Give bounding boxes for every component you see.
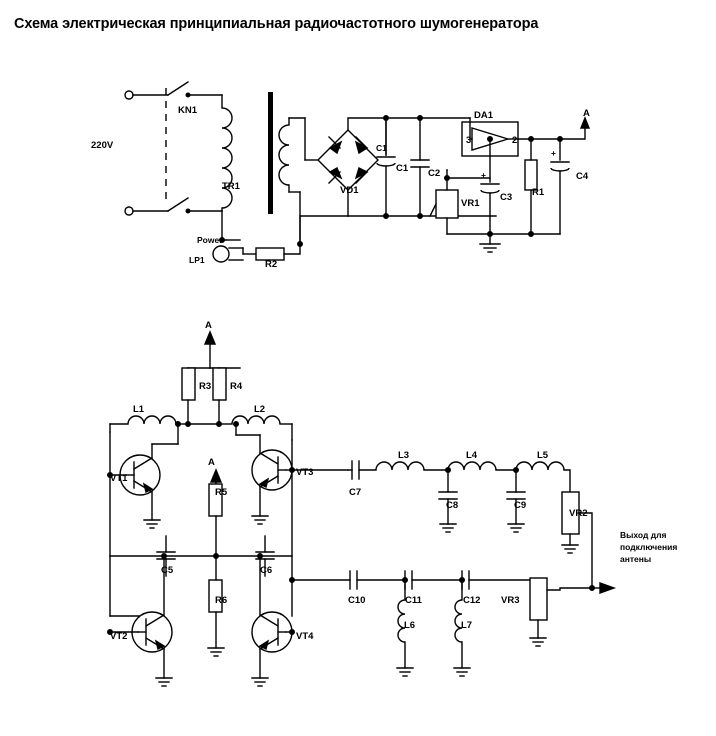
vr3-body: [530, 578, 547, 620]
label-l3: L3: [398, 450, 410, 461]
label-r5: R5: [215, 487, 228, 498]
label-c9: C9: [514, 500, 527, 511]
label-vr2: VR2: [569, 508, 588, 519]
l5-coil: [516, 462, 564, 470]
vr1-body: [436, 190, 458, 218]
label-vt4: VT4: [296, 631, 314, 642]
label-a-mid: A: [208, 457, 215, 468]
junction-dot: [418, 214, 423, 219]
junction-dot: [214, 554, 219, 559]
label-l4: L4: [466, 450, 478, 461]
label-r6: R6: [215, 595, 228, 606]
label-l2: L2: [254, 404, 266, 415]
label-c10: C10: [348, 595, 366, 606]
junction-dot: [258, 554, 263, 559]
junction-dot: [384, 214, 389, 219]
label-c3-plus: +: [481, 170, 486, 180]
label-c2: C2: [428, 168, 441, 179]
label-r3: R3: [199, 381, 212, 392]
junction-dot: [514, 468, 519, 473]
label-vt1: VT1: [110, 473, 128, 484]
junction-dot: [446, 468, 451, 473]
bridge-rectifier: [318, 130, 378, 190]
label-l6: L6: [404, 620, 416, 631]
r4-body: [213, 368, 226, 400]
label-vr1: VR1: [461, 198, 480, 209]
label-c5: C5: [161, 565, 174, 576]
label-r1: R1: [532, 187, 545, 198]
label-pin3: 3: [466, 135, 472, 146]
label-output-line1: Выход для: [620, 530, 667, 540]
label-a-out: A: [583, 108, 590, 119]
lp1-lamp: [213, 246, 229, 262]
l3-coil: [376, 462, 424, 470]
label-output-line2: подключения: [620, 542, 678, 552]
label-c4-plus: +: [551, 148, 556, 158]
label-a-top: A: [205, 320, 212, 331]
label-vt2: VT2: [110, 631, 128, 642]
label-c8: C8: [446, 500, 459, 511]
label-r2: R2: [265, 259, 278, 270]
junction-dot: [384, 116, 389, 121]
label-da1: DA1: [474, 110, 494, 121]
label-c11: C11: [405, 595, 422, 606]
junction-dot: [290, 468, 295, 473]
label-l5: L5: [537, 450, 549, 461]
junction-dot: [418, 116, 423, 121]
label-lp1: LP1: [189, 255, 205, 265]
label-c12: C12: [463, 595, 481, 606]
label-vr3: VR3: [501, 595, 520, 606]
page-title: Схема электрическая принципиальная радиочастотного шумогенератора: [14, 16, 539, 32]
r3-body: [182, 368, 195, 400]
junction-dot: [162, 554, 167, 559]
junction-dot: [558, 137, 563, 142]
junction-dot: [298, 242, 303, 247]
junction-dot: [460, 578, 465, 583]
junction-dot: [217, 422, 222, 427]
mains-terminal-bottom: [125, 207, 133, 215]
label-pin2: 2: [512, 135, 518, 146]
label-vd1: VD1: [340, 185, 359, 196]
l4-coil: [448, 462, 496, 470]
junction-dot: [186, 422, 191, 427]
r1-body: [525, 160, 537, 190]
junction-dot: [234, 422, 239, 427]
mains-terminal-top: [125, 91, 133, 99]
junction-dot: [290, 630, 295, 635]
label-c1: C1: [396, 163, 409, 174]
label-power: Power: [197, 235, 223, 245]
label-c1-plus: C1: [376, 143, 387, 153]
label-c3: C3: [500, 192, 513, 203]
label-c6: C6: [260, 565, 273, 576]
label-mains-voltage: 220V: [91, 140, 114, 151]
label-vt3: VT3: [296, 467, 314, 478]
junction-dot: [488, 137, 493, 142]
transformer-core: [268, 92, 273, 214]
label-tr1: TR1: [222, 181, 240, 192]
label-l7: L7: [461, 620, 473, 631]
junction-dot: [529, 232, 534, 237]
l1-coil: [128, 416, 176, 424]
label-l1: L1: [133, 404, 145, 415]
junction-dot: [290, 578, 295, 583]
junction-dot: [445, 176, 450, 181]
label-c7: C7: [349, 487, 362, 498]
label-output-line3: антены: [620, 554, 652, 564]
junction-dot: [529, 137, 534, 142]
junction-dot: [488, 232, 493, 237]
junction-dot: [590, 586, 595, 591]
label-kn1: KN1: [178, 105, 198, 116]
l2-coil: [232, 416, 280, 424]
junction-dot: [403, 578, 408, 583]
junction-dot: [176, 422, 181, 427]
label-r4: R4: [230, 381, 243, 392]
label-c4: C4: [576, 171, 589, 182]
